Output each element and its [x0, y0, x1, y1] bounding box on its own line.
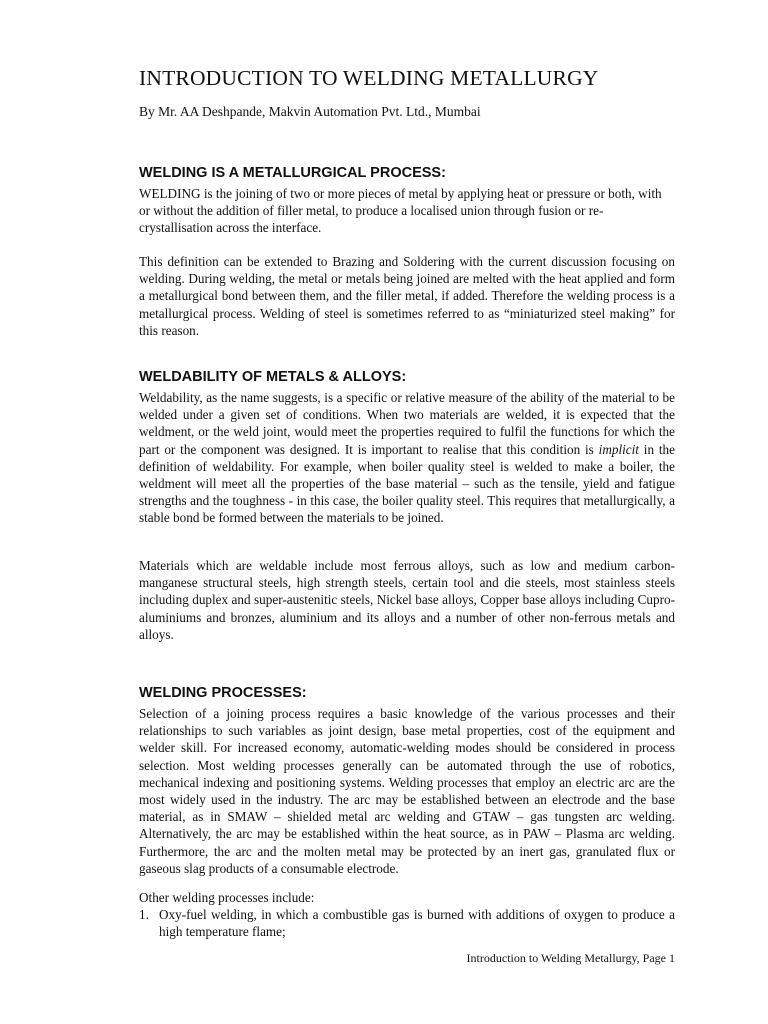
implicit-emphasis: implicit [598, 441, 639, 457]
page-footer: Introduction to Welding Metallurgy, Page 1 [466, 951, 675, 965]
paragraph-welding-definition: WELDING is the joining of two or more pieces of metal by applying heat or pressure or both, with or without the addition of filler metal, to produce a localised union through fusion or re-crystallisation across the interface. [139, 186, 662, 236]
paragraph-other-processes-intro: Other welding processes include: [139, 890, 315, 905]
section-heading-welding-process: WELDING IS A METALLURGICAL PROCESS: [139, 165, 446, 181]
section-heading-weldability: WELDABILITY OF METALS & ALLOYS: [139, 369, 407, 385]
weldability-text-after: in the definition of weldability. For example, when boiler quality steel is welded to make a boiler, the weldment will meet all the properties of the base material – such as the tensile, yield and fatigue strengths and the toughness - in this case, the boiler quality steel. This requires that metallurgically, a stable bond be formed between the materials to be joined. [139, 441, 675, 526]
paragraph-weldable-materials: Materials which are weldable include most ferrous alloys, such as low and medium carbon-manganese structural steels, high strength steels, certain tool and die steels, most stainless steels including duplex and super-austenitic steels, Nickel base alloys, Copper base alloys including Cupro-aluminiums and bronzes, aluminium and its alloys and a number of other non-ferrous metals and alloys. [139, 558, 675, 642]
document-title: INTRODUCTION TO WELDING METALLURGY [139, 66, 599, 90]
author-byline: By Mr. AA Deshpande, Makvin Automation Pvt. Ltd., Mumbai [139, 104, 481, 119]
weldability-text-before: Weldability, as the name suggests, is a specific or relative measure of the ability of the material to be welded under a given set of conditions. When two materials are welded, it is expected that the weldment, or the weld joint, would meet the properties required to fulfil the functions for which the part or the component was designed. It is important to realise that this condition is [139, 390, 675, 457]
paragraph-process-selection: Selection of a joining process requires a basic knowledge of the various processes and their relationships to such variables as joint design, base metal properties, cost of the equipment and welder skill. For increased economy, automatic-welding modes should be considered in process selection. Most welding processes generally can be automated through the use of robotics, mechanical indexing and positioning systems. Welding processes that employ an electric arc are the most widely used in the industry. The arc may be established between an electrode and the base material, as in SMAW – shielded metal arc welding and GTAW – gas tungsten arc welding. Alternatively, the arc may be established within the heat source, as in PAW – Plasma arc welding. Furthermore, the arc and the molten metal may be protected by an inert gas, granulated flux or gaseous slag products of a consumable electrode. [139, 706, 675, 876]
list-item-text: Oxy-fuel welding, in which a combustible gas is burned with additions of oxygen to produce a high temperature flame; [159, 907, 675, 940]
other-processes-list [139, 906, 675, 940]
list-item [139, 906, 675, 940]
paragraph-weldability-definition [139, 389, 675, 527]
section-heading-welding-processes: WELDING PROCESSES: [139, 685, 307, 701]
paragraph-brazing-soldering: This definition can be extended to Brazing and Soldering with the current discussion focusing on welding. During welding, the metal or metals being joined are melted with the heat applied and form a metallurgical bond between them, and the filler metal, if added. Therefore the welding process is a metallurgical process. Welding of steel is sometimes referred to as “miniaturized steel making” for this reason. [139, 254, 675, 338]
list-item-number: 1. [139, 907, 149, 922]
